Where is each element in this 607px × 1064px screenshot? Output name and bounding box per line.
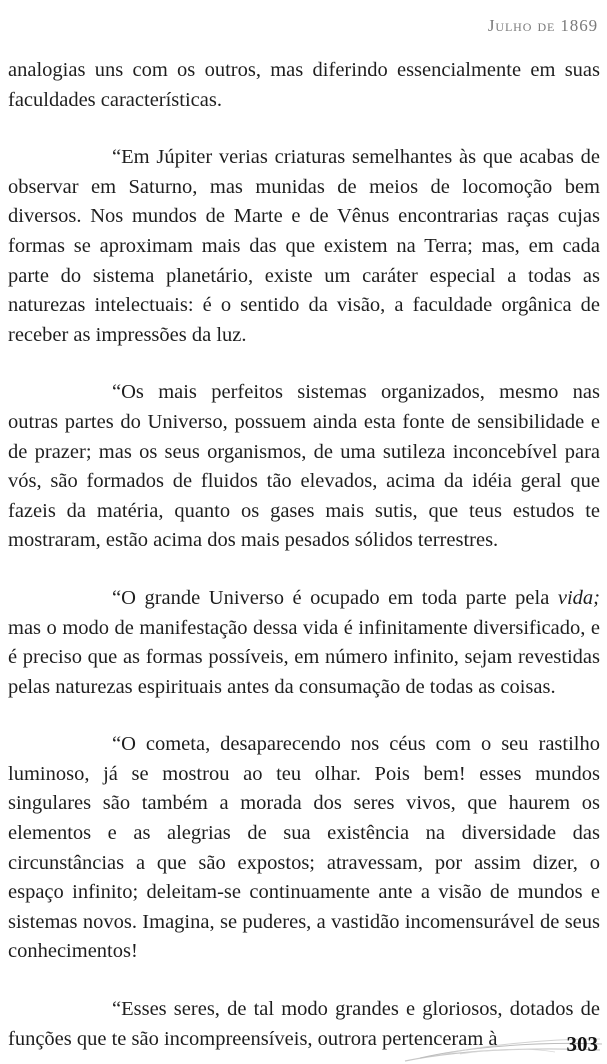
paragraph-continuation: analogias uns com os outros, mas diferindo essencialmente em suas faculdades características. [8,59,600,111]
paragraph-comet: “O cometa, desaparecendo nos céus com o seu rastilho luminoso, já se mostrou ao teu olhar. Pois bem! esses mundos singulares são também a morada dos seres vivos, que haurem os elementos e as alegrias de sua existência na diversidade das circunstâncias a que são expostos; atravessam, por assim dizer, o espaço infinito; deleitam-se continuamente ante a visão de mundos e sistemas novos. Imagina, se puderes, a vastidão incomensurável de seus conhecimentos! [8,733,600,963]
page-footer [0,1024,607,1064]
running-header: Julho de 1869 [487,16,598,35]
page-number: 303 [566,1032,598,1056]
paragraph-text-after-italic: mas o modo de manifestação dessa vida é infinitamente diversificado, e é preciso que as formas possíveis, em número infinito, sejam revestidas pelas naturezas espirituais antes da consumação de todas as coisas. [8,616,600,698]
italic-word-vida: vida; [557,586,600,609]
footer-swoosh-ornament [0,1024,607,1064]
paragraph-universe-life [8,584,600,702]
paragraph-jupiter: “Em Júpiter verias criaturas semelhantes às que acabas de observar em Saturno, mas munidas de meios de locomoção bem diversos. Nos mundos de Marte e de Vênus encontrarias raças cujas formas se aproximam mais das que existem na Terra; mas, em cada parte do sistema planetário, existe um caráter especial a todas as naturezas intelectuais: é o sentido da visão, a faculdade orgânica de receber as impressões da luz. [8,146,600,346]
paragraph-glorious-beings: “Esses seres, de tal modo grandes e gloriosos, dotados de funções que te são incompreensíveis, outrora pertenceram à [8,998,600,1050]
paragraph-organized-systems: “Os mais perfeitos sistemas organizados, mesmo nas outras partes do Universo, possuem ainda esta fonte de sensibilidade e de prazer; mas os seus organismos, de uma sutileza inconcebível para vós, são formados de fluidos tão elevados, acima da idéia geral que fazeis da matéria, quanto os gases mais sutis, que teus estudos te mostraram, estão acima dos mais pesados sólidos terrestres. [8,381,600,552]
page-body [8,56,600,1054]
paragraph-text-before-italic: “O grande Universo é ocupado em toda parte pela [112,586,558,609]
